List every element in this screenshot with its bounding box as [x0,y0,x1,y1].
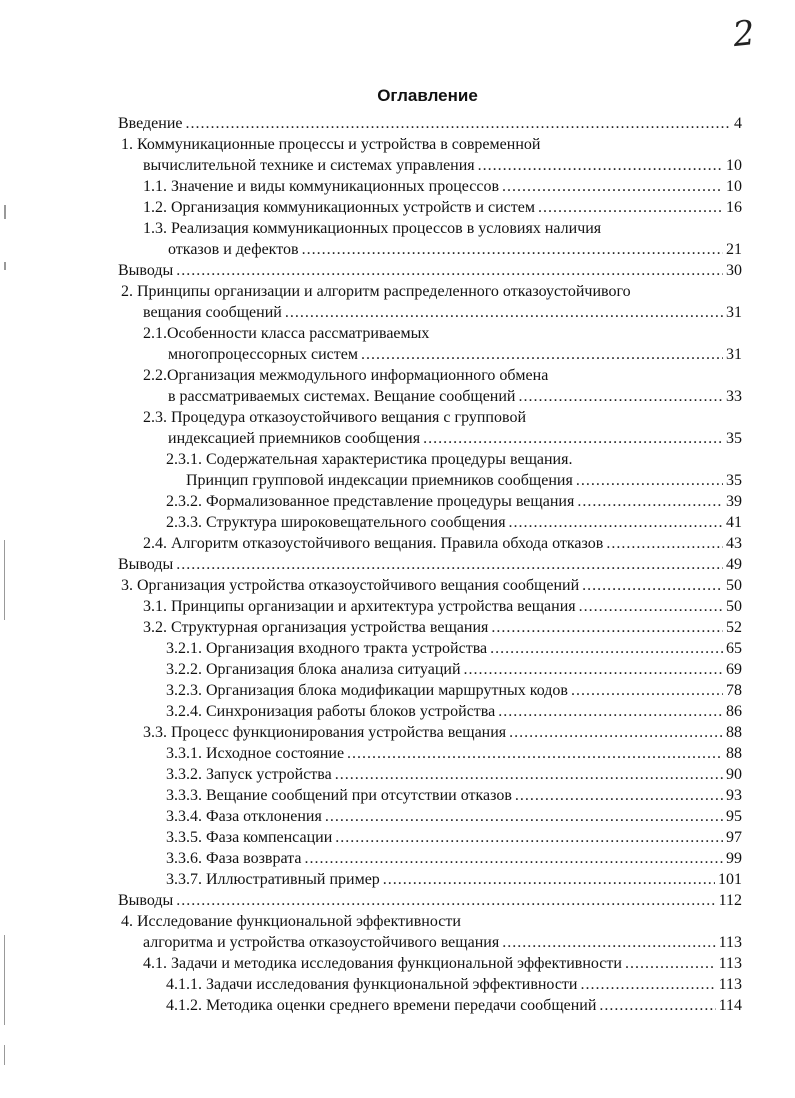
dot-leader [335,764,723,785]
dot-leader [361,344,723,365]
toc-entry-text: 3.3.3. Вещание сообщений при отсутствии отказов [166,787,512,804]
toc-entry-text: 4.1.1. Задачи исследования функциональной эффективности [166,976,578,993]
dot-leader [464,659,723,680]
toc-entry-text: Принцип групповой индексации приемников сообщения [186,472,573,489]
toc-entry [118,806,742,827]
toc-entry [118,659,742,680]
table-of-contents [118,113,742,1016]
toc-page-number: 52 [726,619,742,636]
toc-entry-text: 3.2.4. Синхронизация работы блоков устройства [166,703,496,720]
toc-entry-text: 3. Организация устройства отказоустойчивого вещания сообщений [121,577,580,594]
dot-leader [582,575,723,596]
toc-entry [118,365,742,407]
toc-page-number: 88 [726,724,742,741]
toc-page-number: 10 [726,157,742,174]
dot-leader [304,848,723,869]
dot-leader [502,932,715,953]
dot-leader [347,743,723,764]
toc-page-number: 35 [726,472,742,489]
toc-entry-text: 2.3.3. Структура широковещательного сообщения [166,514,506,531]
toc-entry [118,533,742,554]
dot-leader [509,512,723,533]
toc-entry [118,974,742,995]
dot-leader [498,701,723,722]
toc-entry-text: многопроцессорных систем [168,346,358,363]
toc-entry [118,911,742,953]
toc-page-number: 99 [726,850,742,867]
toc-entry-text: в рассматриваемых системах. Вещание сообщений [168,388,516,405]
toc-page-number: 113 [718,976,742,993]
toc-page-number: 50 [726,577,742,594]
toc-entry-text: 3.2.3. Организация блока модификации маршрутных кодов [166,682,568,699]
toc-page-number: 88 [726,745,742,762]
toc-entry-text: 3.3.1. Исходное состояние [166,745,345,762]
toc-entry-text: 3.3. Процесс функционирования устройства вещания [143,724,507,741]
toc-entry-text: отказов и дефектов [168,241,299,258]
toc-entry-text: 4.1.2. Методика оценки среднего времени передачи сообщений [166,997,597,1014]
toc-page-number: 16 [726,199,742,216]
toc-page-number: 31 [726,304,742,321]
dot-leader [176,890,715,911]
toc-entry [118,638,742,659]
toc-entry [118,260,742,281]
dot-leader [518,386,723,407]
toc-entry-text: вычислительной технике и системах управления [143,157,475,174]
toc-page-number: 93 [726,787,742,804]
toc-entry-text: 3.2.1. Организация входного тракта устройства [166,640,488,657]
toc-page-number: 31 [726,346,742,363]
dot-leader [383,869,715,890]
dot-leader [606,533,723,554]
toc-entry-text: 2.4. Алгоритм отказоустойчивого вещания. Правила обхода отказов [143,535,604,552]
toc-page-number: 33 [726,388,742,405]
toc-entry-text: Выводы [118,892,174,909]
toc-page-number: 78 [726,682,742,699]
toc-entry [118,554,742,575]
toc-entry [118,407,742,449]
dot-leader [285,302,723,323]
toc-entry [118,869,742,890]
toc-page-number: 113 [718,934,742,951]
toc-entry-text: 3.2.2. Организация блока анализа ситуаций [166,661,461,678]
toc-page-number: 114 [718,997,742,1014]
toc-entry [118,848,742,869]
dot-leader [625,953,716,974]
dot-leader [571,680,723,701]
dot-leader [176,260,723,281]
toc-entry-text: 3.2. Структурная организация устройства вещания [143,619,489,636]
handwritten-page-number: 2 [731,12,758,56]
dot-leader [176,554,723,575]
toc-title: Оглавление [377,86,478,105]
toc-page-number: 69 [726,661,742,678]
toc-page-number: 10 [726,178,742,195]
dot-leader [502,176,723,197]
dot-leader [576,470,723,491]
toc-entry-text: Выводы [118,556,174,573]
toc-entry-text: 1.1. Значение и виды коммуникационных процессов [143,178,500,195]
toc-entry-text: 3.3.6. Фаза возврата [166,850,302,867]
dot-leader [325,806,723,827]
dot-leader [302,239,723,260]
dot-leader [491,617,723,638]
toc-entry-text: 2.3. Процедура отказоустойчивого вещания с групповой [143,409,526,426]
toc-page-number: 49 [726,556,742,573]
toc-entry-text: Выводы [118,262,174,279]
toc-entry-text: 3.3.5. Фаза компенсации [166,829,333,846]
toc-entry [118,995,742,1016]
toc-page-number: 101 [718,871,742,888]
toc-entry [118,323,742,365]
toc-page-number: 97 [726,829,742,846]
toc-page-number: 30 [726,262,742,279]
toc-entry [118,575,742,596]
toc-entry [118,785,742,806]
toc-entry-text: Введение [118,115,183,132]
toc-page-number: 95 [726,808,742,825]
toc-page-number: 113 [718,955,742,972]
toc-page-number: 90 [726,766,742,783]
toc-entry-text: 2.3.2. Формализованное представление процедуры вещания [166,493,575,510]
toc-entry [118,596,742,617]
dot-leader [599,995,715,1016]
toc-entry-text: 1. Коммуникационные процессы и устройства в современной [121,136,541,153]
toc-page-number: 39 [726,493,742,510]
toc-entry-text: 1.2. Организация коммуникационных устройств и систем [143,199,535,216]
toc-entry [118,890,742,911]
toc-page-number: 65 [726,640,742,657]
toc-page-number: 43 [726,535,742,552]
toc-entry-text: 3.1. Принципы организации и архитектура устройства вещания [143,598,576,615]
toc-entry [118,197,742,218]
dot-leader [580,974,715,995]
dot-leader [423,428,723,449]
toc-entry [118,743,742,764]
toc-entry [118,113,742,134]
toc-entry-text: алгоритма и устройства отказоустойчивого вещания [143,934,500,951]
toc-page-number: 112 [718,892,742,909]
toc-entry-text: 3.3.7. Иллюстративный пример [166,871,380,888]
toc-entry [118,176,742,197]
dot-leader [509,722,723,743]
toc-page-number: 21 [726,241,742,258]
toc-entry [118,680,742,701]
dot-leader [478,155,723,176]
dot-leader [490,638,723,659]
toc-entry-text: 2.3.1. Содержательная характеристика процедуры вещания. [166,451,573,468]
toc-entry-text: 2.1.Особенности класса рассматриваемых [143,325,430,342]
toc-entry [118,134,742,176]
toc-page-number: 41 [726,514,742,531]
scan-margin-marks [4,0,14,1098]
toc-entry [118,281,742,323]
toc-entry-text: 2. Принципы организации и алгоритм распределенного отказоустойчивого [121,283,631,300]
toc-entry [118,701,742,722]
dot-leader [186,113,732,134]
toc-entry-text: индексацией приемников сообщения [168,430,421,447]
toc-entry-text: 3.3.4. Фаза отклонения [166,808,322,825]
toc-entry [118,764,742,785]
toc-page-number: 86 [726,703,742,720]
toc-entry [118,953,742,974]
toc-page-number: 35 [726,430,742,447]
dot-leader [579,596,723,617]
toc-entry [118,722,742,743]
toc-entry [118,449,742,491]
toc-page-number: 4 [734,115,742,132]
toc-entry [118,827,742,848]
toc-entry-text: 1.3. Реализация коммуникационных процессов в условиях наличия [143,220,602,237]
toc-entry [118,512,742,533]
toc-entry-text: 2.2.Организация межмодульного информационного обмена [143,367,549,384]
dot-leader [538,197,723,218]
toc-entry [118,218,742,260]
dot-leader [515,785,723,806]
toc-entry-text: 4. Исследование функциональной эффективности [121,913,461,930]
toc-entry-text: 3.3.2. Запуск устройства [166,766,332,783]
toc-entry-text: вещания сообщений [143,304,282,321]
dot-leader [577,491,723,512]
toc-entry [118,491,742,512]
toc-entry-text: 4.1. Задачи и методика исследования функциональной эффективности [143,955,622,972]
toc-page-number: 50 [726,598,742,615]
toc-entry [118,617,742,638]
dot-leader [335,827,723,848]
